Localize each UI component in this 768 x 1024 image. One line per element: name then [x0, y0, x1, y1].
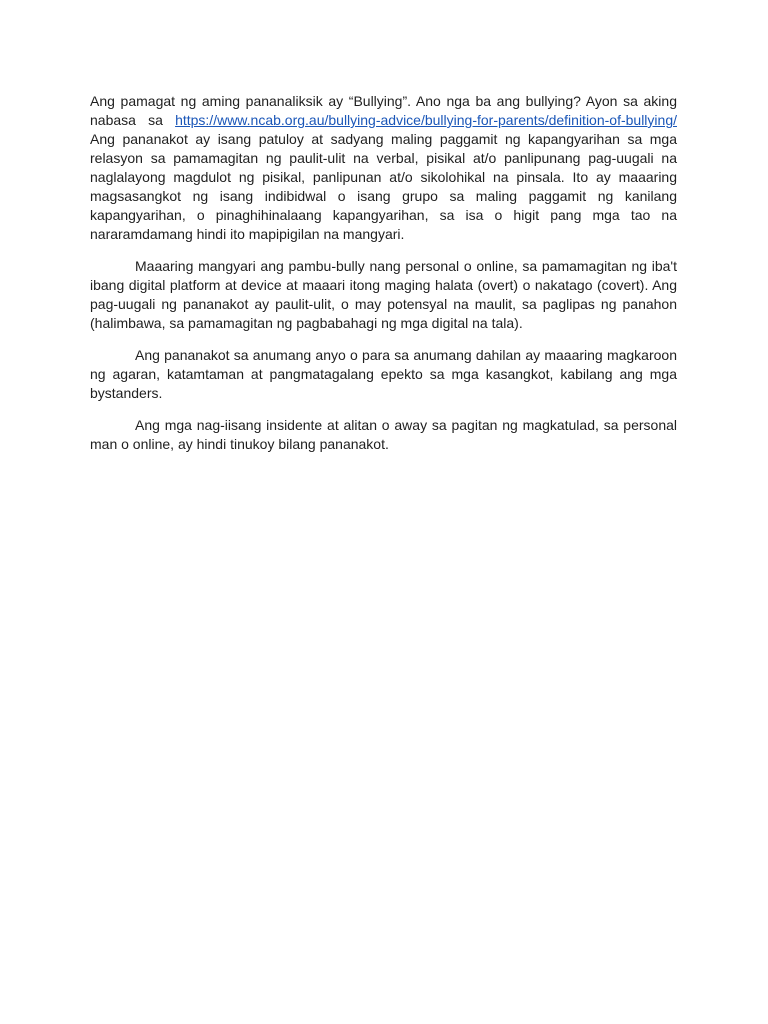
paragraph-4: Ang mga nag-iisang insidente at alitan o away sa pagitan ng magkatulad, sa personal man o online, ay hindi tinukoy bilang pananakot.	[90, 417, 677, 452]
document-page	[90, 92, 677, 467]
paragraph-1	[90, 92, 677, 244]
paragraph-1-text-start: Ang pamagat ng aming pananaliksik ay “Bullying”. Ano nga ba ang bullying? Ayon sa aking nabasa sa	[90, 93, 677, 128]
paragraph-2: Maaaring mangyari ang pambu-bully nang personal o online, sa pamamagitan ng iba't ibang digital platform at device at maaari itong maging halata (overt) o nakatago (covert). Ang pag-uugali ng pananakot ay paulit-ulit, o may potensyal na maulit, sa paglipas ng panahon (halimbawa, sa pamamagitan ng pagbabahagi ng mga digital na tala).	[90, 258, 677, 331]
ncab-definition-link[interactable]: https://www.ncab.org.au/bullying-advice/bullying-for-parents/definition-of-bullying/	[175, 112, 677, 128]
paragraph-3: Ang pananakot sa anumang anyo o para sa anumang dahilan ay maaaring magkaroon ng agaran, katamtaman at pangmatagalang epekto sa mga kasangkot, kabilang ang mga bystanders.	[90, 347, 677, 401]
paragraph-1-text-end: Ang pananakot ay isang patuloy at sadyang maling paggamit ng kapangyarihan sa mga relasyon sa pamamagitan ng paulit-ulit na verbal, pisikal at/o panlipunang pag-uugali na naglalayong magdulot ng pisikal, panlipunan at/o sikolohikal na pinsala. Ito ay maaaring magsasangkot ng isang indibidwal o isang grupo sa maling paggamit ng kanilang kapangyarihan, o pinaghihinalaang kapangyarihan, sa isa o higit pang mga tao na nararamdamang hindi ito mapipigilan na mangyari.	[90, 131, 677, 242]
